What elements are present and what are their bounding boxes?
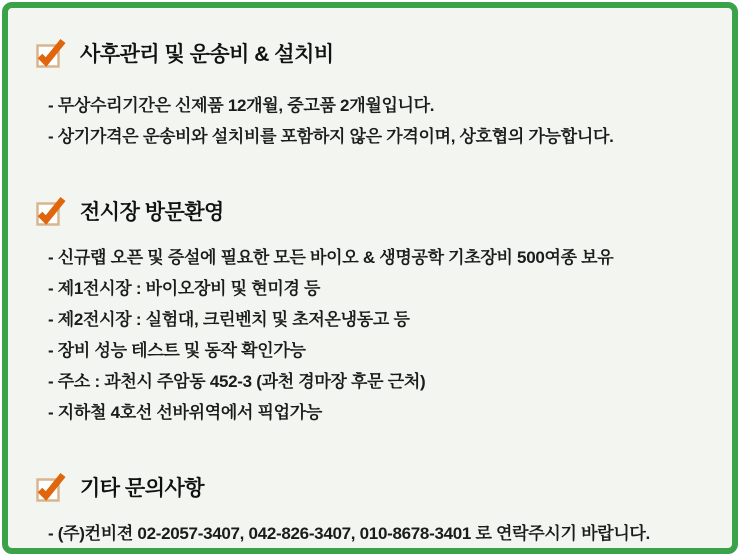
bullet-line: - 장비 성능 테스트 및 동작 확인가능 [48, 341, 306, 360]
section-header [36, 472, 706, 502]
bullet-line: - 무상수리기간은 신제품 12개월, 중고품 2개월입니다. [48, 96, 435, 115]
section-bullets [36, 242, 706, 428]
bullet-line: - 제2전시장 : 실험대, 크린벤치 및 초저온냉동고 등 [48, 310, 410, 329]
section-bullets [36, 518, 706, 549]
notice-card [2, 2, 738, 554]
bullet-line: - 지하철 4호선 선바위역에서 픽업가능 [48, 403, 323, 422]
section-showroom [36, 196, 706, 428]
bullet-line: - 주소 : 과천시 주암동 452-3 (과천 경마장 후문 근처) [48, 372, 426, 391]
section-header [36, 38, 706, 68]
bullet-line: - 제1전시장 : 바이오장비 및 현미경 등 [48, 279, 321, 298]
section-title: 전시장 방문환영 [80, 201, 224, 224]
section-after-sales [36, 38, 706, 152]
section-bullets [36, 90, 706, 152]
section-title: 사후관리 및 운송비 & 설치비 [80, 43, 334, 66]
checked-checkbox-icon [36, 196, 66, 226]
bullet-line: - 상기가격은 운송비와 설치비를 포함하지 않은 가격이며, 상호협의 가능합니다. [48, 127, 614, 146]
section-header [36, 196, 706, 226]
bullet-line: - 신규랩 오픈 및 증설에 필요한 모든 바이오 & 생명공학 기초장비 500여종 보유 [48, 248, 614, 267]
section-contact [36, 472, 706, 549]
checked-checkbox-icon [36, 38, 66, 68]
section-title: 기타 문의사항 [80, 477, 205, 500]
bullet-line: - (주)컨비젼 02-2057-3407, 042-826-3407, 010-8678-3401 로 연락주시기 바랍니다. [48, 524, 650, 543]
checked-checkbox-icon [36, 472, 66, 502]
